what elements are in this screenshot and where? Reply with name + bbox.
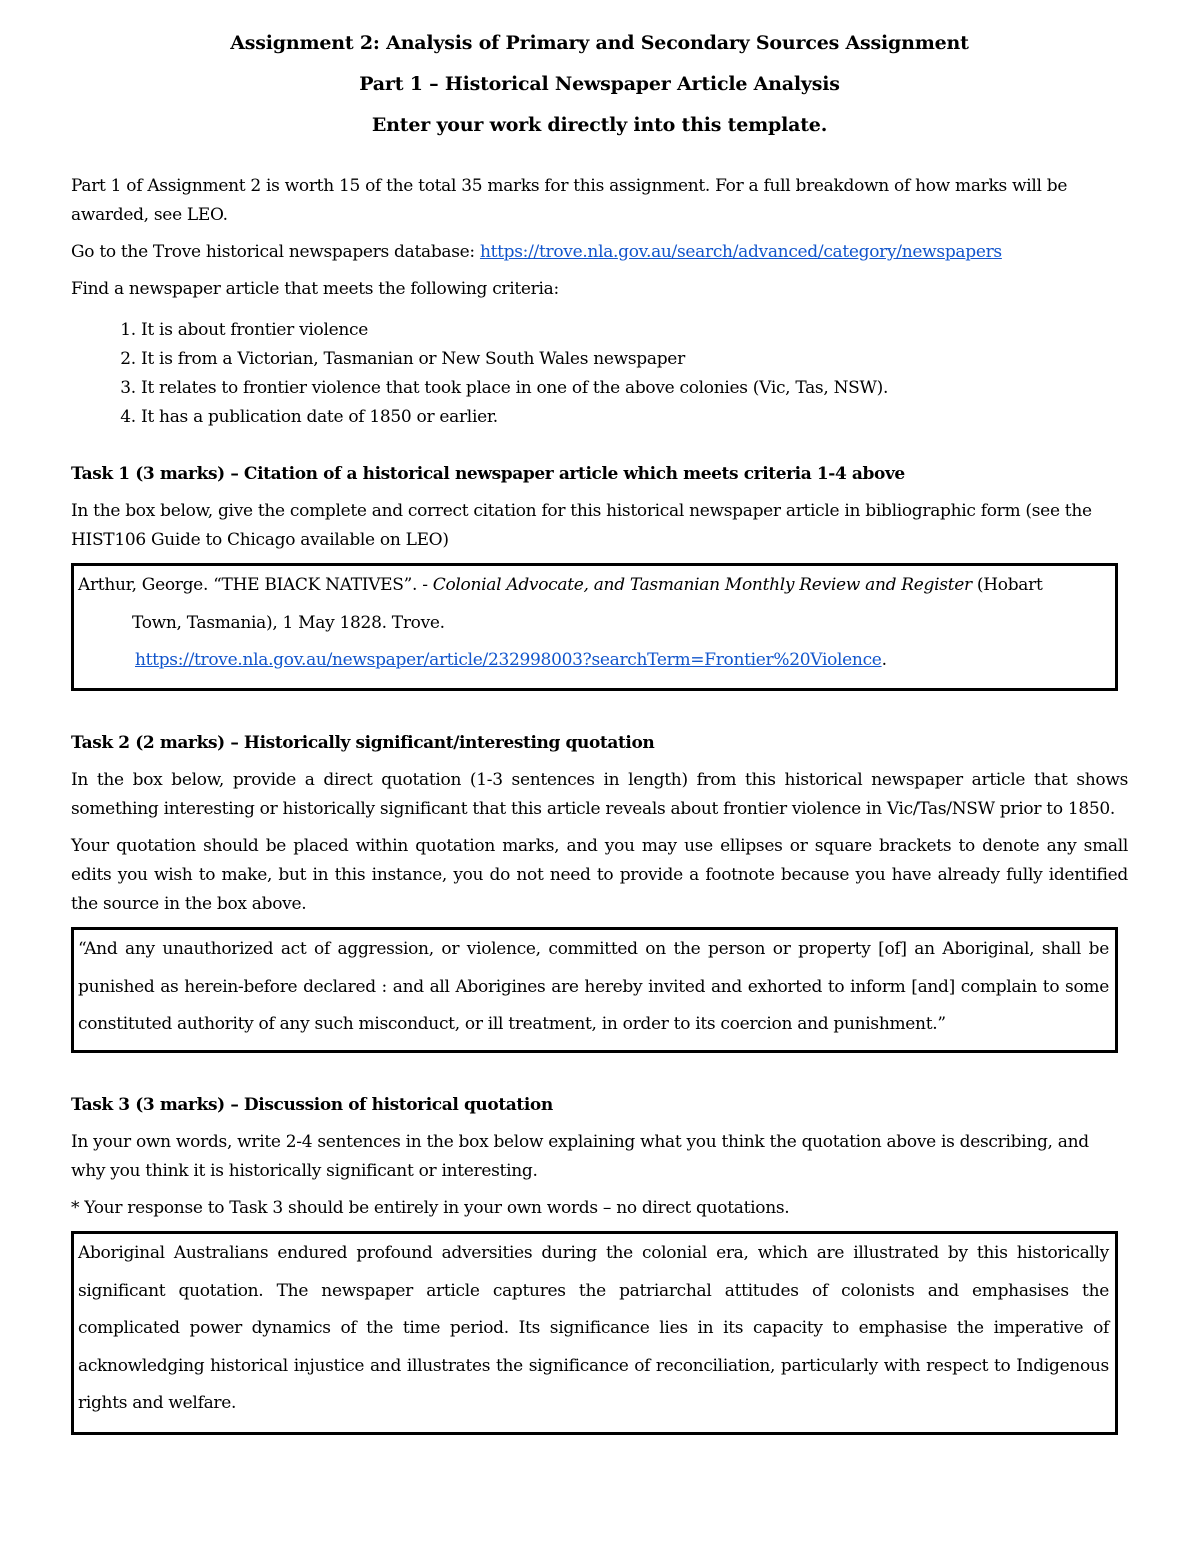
quotation-text: “And any unauthorized act of aggression, or violence, committed on the person or property [of] an Aboriginal, shall be punished as herein-before declared : and all Aborigines are hereby invited and exhorted to inform [and] complain to some constituted authority of any such misconduct, or ill treatment, in order to its coercion and punishment.” — [78, 939, 1109, 1034]
criteria-item: 3. It relates to frontier violence that took place in one of the above colonies (Vic, Tas, NSW). — [141, 374, 1128, 403]
citation-publication: Colonial Advocate, and Tasmanian Monthly Review and Register — [432, 575, 972, 595]
trove-search-link[interactable]: https://trove.nla.gov.au/search/advanced/category/newspapers — [479, 242, 1002, 262]
title-block — [71, 0, 1128, 146]
citation-author: Arthur, George. “THE BIACK NATIVES”. - — [78, 575, 433, 595]
task2-instructions-2: Your quotation should be placed within quotation marks, and you may use ellipses or square brackets to denote any small edits you wish to make, but in this instance, you do not need to provide a footnote because you have already fully identified the source in the box above. — [71, 836, 1128, 914]
task1-citation-box[interactable] — [71, 563, 1118, 691]
task2-heading: Task 2 (2 marks) – Historically significant/interesting quotation — [71, 733, 655, 753]
trove-paragraph — [71, 238, 1128, 267]
citation-place-start: (Hobart — [971, 575, 1043, 595]
citation-end: . — [881, 650, 887, 670]
criteria-item: 4. It has a publication date of 1850 or earlier. — [141, 403, 1128, 432]
trove-prefix: Go to the Trove historical newspapers database: — [71, 242, 480, 262]
task2-quotation-box[interactable] — [71, 927, 1118, 1053]
task3-heading: Task 3 (3 marks) – Discussion of historical quotation — [71, 1095, 553, 1115]
criteria-list — [71, 316, 1128, 432]
task2-instructions-1: In the box below, provide a direct quotation (1-3 sentences in length) from this historical newspaper article that shows something interesting or historically significant that this article reveals about frontier violence in Vic/Tas/NSW prior to 1850. — [71, 770, 1128, 819]
task3-note: * Your response to Task 3 should be entirely in your own words – no direct quotations. — [71, 1198, 790, 1218]
assignment-title: Assignment 2: Analysis of Primary and Secondary Sources Assignment — [230, 32, 969, 54]
citation-line-3 — [78, 642, 1109, 680]
task3-instructions: In your own words, write 2-4 sentences in the box below explaining what you think the quotation above is describing, and why you think it is historically significant or interesting. — [71, 1132, 1089, 1181]
citation-line-1 — [78, 567, 1109, 605]
marks-paragraph: Part 1 of Assignment 2 is worth 15 of the total 35 marks for this assignment. For a full breakdown of how marks will be awarded, see LEO. — [71, 176, 1068, 225]
task3-response-box[interactable] — [71, 1231, 1118, 1435]
criteria-item: 1. It is about frontier violence — [141, 316, 1128, 345]
task1-instructions: In the box below, give the complete and correct citation for this historical newspaper article in bibliographic form (see the HIST106 Guide to Chicago available on LEO) — [71, 501, 1092, 550]
citation-article-link[interactable]: https://trove.nla.gov.au/newspaper/article/232998003?searchTerm=Frontier%20Violence — [135, 650, 882, 670]
part-subtitle: Part 1 – Historical Newspaper Article Analysis — [359, 73, 840, 95]
template-instruction: Enter your work directly into this template. — [371, 114, 828, 136]
task1-heading: Task 1 (3 marks) – Citation of a historical newspaper article which meets criteria 1-4 above — [71, 464, 905, 484]
response-text: Aboriginal Australians endured profound adversities during the colonial era, which are illustrated by this historically significant quotation. The newspaper article captures the patriarchal attitudes of colonists and emphasises the complicated power dynamics of the time period. Its significance lies in its capacity to emphasise the imperative of acknowledging historical injustice and illustrates the significance of reconciliation, particularly with respect to Indigenous rights and welfare. — [78, 1243, 1109, 1413]
criteria-intro: Find a newspaper article that meets the following criteria: — [71, 279, 559, 299]
citation-line-2: Town, Tasmania), 1 May 1828. Trove. — [132, 612, 445, 633]
criteria-item: 2. It is from a Victorian, Tasmanian or New South Wales newspaper — [141, 345, 1128, 374]
